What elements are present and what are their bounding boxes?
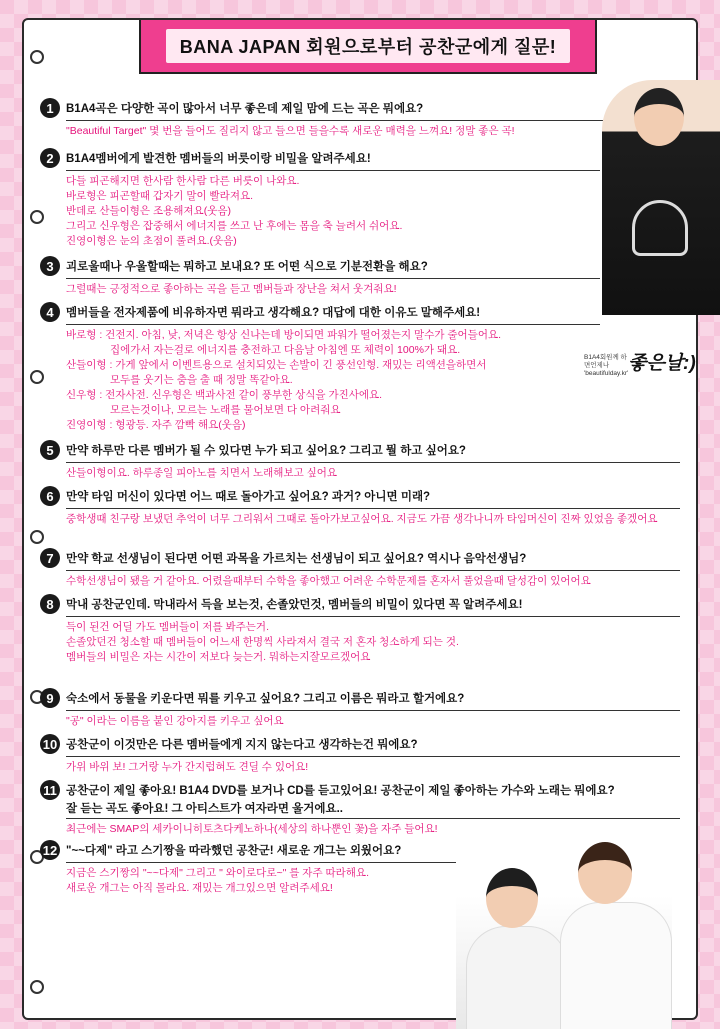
binder-ring [30, 980, 44, 994]
portrait-body [560, 902, 672, 1029]
divider [66, 756, 680, 757]
question-number: 2 [40, 148, 60, 168]
question-text: B1A4멤버에게 발견한 멤버들의 버릇이랑 비밀을 알려주세요! [66, 153, 371, 165]
question-block-2 [40, 148, 600, 249]
answer-text: 바로형 : 건전지. 아침, 낮, 저녁은 항상 신나는데 방이되면 파워가 떨어졌는지 말수가 줄어들어요. 집에가서 자는걸로 에너지를 충전하고 다음날 아침엔 또 체력이 100%가 돼요. 산들이형 : 가게 앞에서 이벤트용으로 설치되있는 손발이 긴 풍선인형. 재밌는 리액션을하면서 모두를 웃기는 춤을 출 때 정말 똑같아요. 신우형 : 전자사전. 신우형은 백과사전 같이 풍부한 상식을 가진사에요. 모르는것이나, 모르는 노래를 물어보면 다 아려줘요 진영이형 : 형광등. 자주 깜빡 해요(웃음) [66, 329, 502, 431]
question-text: 숙소에서 동물을 키운다면 뭐를 키우고 싶어요? 그리고 이름은 뭐라고 할거에요? [66, 693, 465, 705]
question-block-8 [40, 594, 680, 665]
question-text: "~~다제" 라고 스기짱을 따라했던 공찬군! 새로운 개그는 외웠어요? [66, 845, 402, 857]
question-number: 1 [40, 98, 60, 118]
question-block-6 [40, 486, 680, 527]
answer-text: 가위 바위 보! 그거랑 누가 간지럽혀도 견딜 수 있어요! [66, 761, 309, 773]
question-block-1 [40, 98, 640, 139]
question-text: 공찬군이 이것만은 다른 멤버들에게 지지 않는다고 생각하는건 뭐에요? [66, 739, 418, 751]
question-number: 3 [40, 256, 60, 276]
answer-text: "Beautiful Target" 몇 번을 들어도 질리지 않고 들으면 들을수록 새로운 매력을 느껴요! 정말 좋은 곡! [66, 125, 515, 137]
question-text: 만약 학교 선생님이 된다면 어떤 과목을 가르치는 선생님이 되고 싶어요? 역시나 음악선생님? [66, 553, 527, 565]
member-photo-top [602, 80, 720, 315]
answer-text: 중학생때 친구랑 보냈던 추억이 너무 그리워서 그때로 돌아가보고싶어요. 지금도 가끔 생각나니까 타임머신이 진짜 있었음 좋겠어요 [66, 513, 658, 525]
question-number: 8 [40, 594, 60, 614]
question-number: 12 [40, 840, 60, 860]
title-banner [139, 20, 597, 74]
answer-text: 최근에는 SMAP의 세카이니히토츠다케노하나(세상의 하나뿐인 꽃)을 자주 들어요! [66, 823, 438, 835]
question-number: 5 [40, 440, 60, 460]
portrait-face [634, 88, 684, 146]
portrait-body [466, 926, 568, 1029]
divider [66, 862, 460, 863]
question-text: 공찬군이 제일 좋아요! B1A4 DVD를 보거나 CD를 듣고있어요! 공찬군이 제일 좋아하는 가수와 노래는 뭐에요? [66, 785, 615, 797]
divider [66, 170, 600, 171]
question-block-11 [40, 780, 680, 837]
divider [66, 710, 680, 711]
question-text: 만약 하루만 다른 멤버가 될 수 있다면 누가 되고 싶어요? 그리고 뭘 하고 싶어요? [66, 445, 466, 457]
signature [584, 346, 694, 386]
divider [66, 462, 680, 463]
answer-text: 그럴때는 긍정적으로 좋아하는 곡을 듣고 멤버들과 장난을 쳐서 웃겨줘요! [66, 283, 397, 295]
question-block-12 [40, 840, 460, 896]
question-number: 9 [40, 688, 60, 708]
question-number: 7 [40, 548, 60, 568]
divider [66, 120, 640, 121]
question-text-line2: 잘 듣는 곡도 좋아요! 그 아티스트가 여자라면 울거에요.. [66, 803, 343, 815]
question-text: 만약 타임 머신이 있다면 어느 때로 돌아가고 싶어요? 과거? 아니면 미래? [66, 491, 431, 503]
answer-text: 수학선생님이 됐을 거 같아요. 어렸을때부터 수학을 좋아했고 어려운 수학문제를 혼자서 풀었을때 달성감이 있어어요 [66, 575, 591, 587]
question-text: 막내 공찬군인데. 막내라서 득을 보는것, 손졸았던것, 멤버들의 비밀이 있다면 꼭 알려주세요! [66, 599, 523, 611]
question-block-10 [40, 734, 680, 775]
question-block-3 [40, 256, 600, 297]
shirt-emblem [632, 200, 688, 256]
answer-text: 산들이형이요. 하루종일 피아노를 치면서 노래해보고 싶어요 [66, 467, 338, 479]
question-number: 4 [40, 302, 60, 322]
answer-text: 지금은 스기짱의 "~~다제" 그리고 " 와이로다로~" 를 자주 따라해요. 새로운 개그는 아직 몰라요. 재밌는 개그있으면 알려주세요! [66, 867, 369, 894]
question-block-7 [40, 548, 680, 589]
signature-handwritten: 좋은날:) [628, 353, 696, 374]
binder-ring [30, 50, 44, 64]
member-photo-bottom [456, 838, 672, 1029]
answer-text: 득이 된건 어딜 가도 멤버들이 저를 봐주는거. 손졸았던건 청소할 때 멤버들이 어느새 한명씩 사라져서 결국 저 혼자 청소하게 되는 것. 멤버들의 비밀은 자는 시간이 저보다 늦는거. 뭐하는지잘모르겠어요 [66, 621, 459, 663]
question-number: 6 [40, 486, 60, 506]
signature-caption: B1A4회원께 하면언제나 'beautifulday.kr' [584, 354, 629, 377]
question-block-4 [40, 302, 600, 433]
question-block-9 [40, 688, 680, 729]
portrait-face [578, 842, 632, 904]
portrait-face [486, 868, 538, 928]
question-text: B1A4곡은 다양한 곡이 많아서 너무 좋은데 제일 맘에 드는 곡은 뭐에요? [66, 103, 424, 115]
question-number: 10 [40, 734, 60, 754]
divider [66, 278, 600, 279]
binder-ring [30, 530, 44, 544]
divider [66, 818, 680, 819]
divider [66, 570, 680, 571]
answer-text: 다들 피곤해지면 한사람 한사람 다른 버릇이 나와요. 바로형은 피곤할때 갑자기 말이 빨라져요. 반데로 산들이형은 조용해져요(웃음) 그리고 신우형은 잡중해서 에너지를 쓰고 난 후에는 몸을 축 늘려서 쉬어요. 진영이형은 눈의 초점이 풀려요.(웃음) [66, 175, 403, 247]
page-title: BANA JAPAN 회원으로부터 공찬군에게 질문! [166, 29, 571, 63]
divider [66, 324, 600, 325]
divider [66, 508, 680, 509]
question-block-5 [40, 440, 680, 481]
question-text: 멤버들을 전자제품에 비유하자면 뭐라고 생각해요? 대답에 대한 이유도 말해주세요! [66, 307, 481, 319]
question-text: 괴로울때나 우울할때는 뭐하고 보내요? 또 어떤 식으로 기분전환을 해요? [66, 261, 428, 273]
question-number: 11 [40, 780, 60, 800]
answer-text: "공" 이라는 이름을 붙인 강아지를 키우고 싶어요 [66, 715, 284, 727]
divider [66, 616, 680, 617]
